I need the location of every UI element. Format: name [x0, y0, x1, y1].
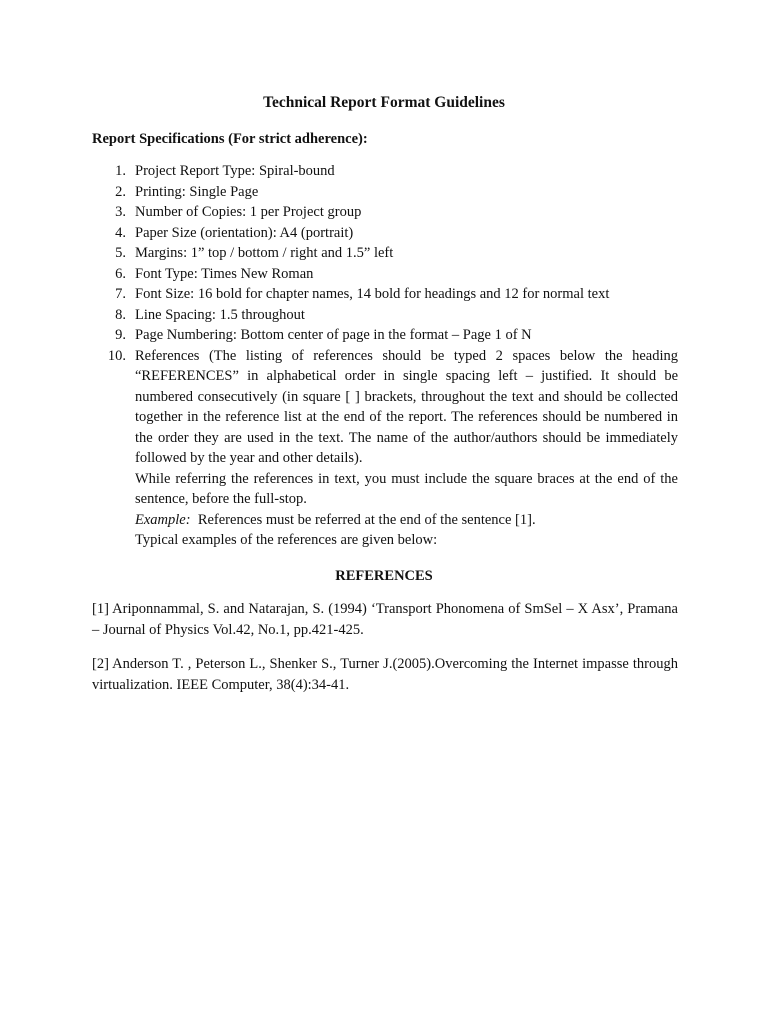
list-item [92, 182, 678, 203]
list-item-text: Page Numbering: Bottom center of page in the format – Page 1 of N [135, 327, 532, 343]
list-item-number: 7. [115, 286, 126, 302]
list-item-number: 5. [115, 245, 126, 261]
list-item-number: 10. [107, 347, 126, 364]
example-label: Example: [135, 511, 191, 528]
list-item-number: 4. [115, 224, 126, 241]
reference-entry: [2] Anderson T. , Peterson L., Shenker S., Turner J.(2005).Overcoming the Internet impasse through virtualization. IEEE Computer, 38(4):34-41. [92, 656, 678, 693]
list-item [92, 305, 678, 326]
list-item [92, 223, 678, 244]
spec-list [92, 161, 678, 551]
list-item [92, 284, 678, 305]
spec-heading: Report Specifications (For strict adherence): [92, 131, 368, 147]
list-item-text: Font Type: Times New Roman [135, 265, 314, 282]
typical-examples-line: Typical examples of the references are given below: [135, 532, 438, 548]
list-item [92, 325, 678, 346]
list-item-number: 1. [115, 163, 126, 179]
list-item-number: 8. [115, 306, 126, 323]
list-item-text: Number of Copies: 1 per Project group [135, 204, 362, 220]
example-text: References must be referred at the end of the sentence [1]. [190, 511, 536, 528]
list-item-text: Project Report Type: Spiral-bound [135, 163, 335, 179]
list-item [92, 243, 678, 264]
list-item [92, 264, 678, 285]
list-item-text: Margins: 1” top / bottom / right and 1.5” left [135, 245, 394, 261]
list-item-text: Line Spacing: 1.5 throughout [135, 306, 305, 323]
list-item-text: Printing: Single Page [135, 183, 259, 200]
example-line [135, 510, 678, 531]
list-item-number: 3. [115, 204, 126, 220]
list-item-number: 2. [115, 183, 126, 200]
references-description: References (The listing of references should be typed 2 spaces below the heading “REFERENCES” in alphabetical order in single spacing left – justified. It should be numbered consecutively (in square [ ] brackets, throughout the text and should be collected together in the reference list at the end of the report. The references should be numbered in the order they are used in the text. The name of the author/authors should be immediately followed by the year and other details). [135, 347, 678, 466]
document-title: Technical Report Format Guidelines [263, 94, 505, 111]
list-item-text: Paper Size (orientation): A4 (portrait) [135, 224, 354, 241]
list-item-text: Font Size: 16 bold for chapter names, 14 bold for headings and 12 for normal text [135, 286, 610, 302]
list-item [92, 202, 678, 223]
list-item [92, 161, 678, 182]
list-item-number: 9. [115, 327, 126, 343]
referring-instructions: While referring the references in text, you must include the square braces at the end of the sentence, before the full-stop. [135, 470, 678, 507]
list-item-number: 6. [115, 265, 126, 282]
reference-entry: [1] Ariponnammal, S. and Natarajan, S. (1994) ‘Transport Phonomena of SmSel – X Asx’, Pramana – Journal of Physics Vol.42, No.1, pp.421-425. [92, 601, 678, 638]
list-item-references [92, 346, 678, 551]
references-heading: REFERENCES [335, 568, 433, 584]
